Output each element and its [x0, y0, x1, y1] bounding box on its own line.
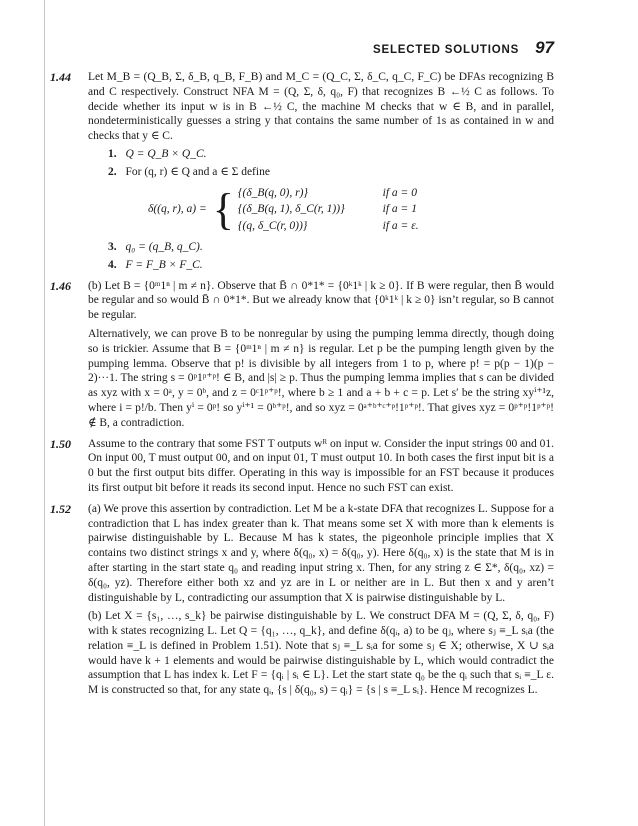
- step-label: 2.: [108, 165, 117, 178]
- solution-1-52: [50, 501, 554, 698]
- solution-text: Let M_B = (Q_B, Σ, δ_B, q_B, F_B) and M_C = (Q_C, Σ, δ_C, q_C, F_C) be DFAs recognizing B and C respectively. Construct NFA M = (Q, Σ, δ, q₀, F) that recognizes B ←½ C as follows. To decide whether its input w is in B ←½ C, the machine M checks that w ∈ B, and in parallel, nondeterministically guesses a string y that contains the same number of 1s as contained in w and checks that y ∈ C.: [88, 71, 554, 143]
- construction-steps: [108, 147, 554, 180]
- solution-1-50: [50, 436, 554, 496]
- step-item: [108, 165, 554, 180]
- solution-1-44: [50, 70, 554, 273]
- step-text: F = F_B × F_C.: [125, 258, 203, 271]
- case-row: [238, 201, 419, 218]
- case-condition: if a = 1: [382, 203, 417, 216]
- step-text: Q = Q_B × Q_C.: [125, 147, 207, 160]
- page-number: 97: [535, 38, 554, 57]
- solution-text: (a) We prove this assertion by contradiction. Let M be a k-state DFA that recognizes L. Suppose for a contradiction that L has index greater than k. That means some set X with more than k elements is pairwise distinguishable by L. Because M has k states, the pigeonhole principle implies that X contains two distinct strings x and y, where δ(q₀, x) = δ(q₀, y). Here δ(q₀, x) is the state that M is in after starting in the start state q₀ and reading input string x. Then, for any string z ∈ Σ*, δ(q₀, xz) = δ(q₀, yz). Therefore either both xz and yz are in L or neither are in L. But then x and y aren’t distinguishable by L, contradicting our assumption that X is pairwise distinguishable by L.: [88, 502, 554, 604]
- cases-brace: {: [212, 184, 234, 234]
- cases-table: [238, 185, 419, 235]
- case-value: {(δ_B(q, 1), δ_C(r, 1))}: [237, 203, 345, 216]
- solution-number: 1.50: [50, 436, 71, 451]
- case-value: {(δ_B(q, 0), r)}: [237, 186, 309, 199]
- step-label: 4.: [108, 258, 117, 271]
- solution-text: (b) Let B = {0ᵐ1ⁿ | m ≠ n}. Observe that B̄ ∩ 0*1* = {0ᵏ1ᵏ | k ≥ 0}. If B were regular, then B̄ would be regular and so would B̄ ∩ 0*1*. But we already know that {0ᵏ1ᵏ | k ≥ 0} isn’t regular, so B cannot be regular.: [88, 279, 554, 322]
- solution-text: Alternatively, we can prove B to be nonregular by using the pumping lemma directly, though doing so is trickier. Assume that B = {0ᵐ1ⁿ | m ≠ n} is regular. Let p be the pumping length given by the pumping lemma. Observe that p! is divisible by all integers from 1 to p, where p! = p(p − 1)(p − 2)···1. The string s = 0ᵖ1ᵖ⁺ᵖ! ∈ B, and |s| ≥ p. Thus the pumping lemma implies that s can be divided as xyz with x = 0ᵃ, y = 0ᵇ, and z = 0ᶜ1ᵖ⁺ᵖ!, where b ≥ 1 and a + b + c = p. Let s′ be the string xyⁱ⁺¹z, where i = p!/b. Then yⁱ = 0ᵖ! so yⁱ⁺¹ = 0ᵇ⁺ᵖ!, and so xyz = 0ᵃ⁺ᵇ⁺ᶜ⁺ᵖ!1ᵖ⁺ᵖ!. That gives xyz = 0ᵖ⁺ᵖ!1ᵖ⁺ᵖ! ∉ B, a contradiction.: [88, 327, 554, 429]
- case-condition: if a = ε.: [382, 220, 419, 233]
- page-header: [373, 38, 554, 58]
- case-condition: if a = 0: [382, 186, 417, 199]
- step-item: [108, 240, 554, 255]
- case-value: {(q, δ_C(r, 0))}: [237, 220, 308, 233]
- solution-text: (b) Let X = {s₁, …, s_k} be pairwise distinguishable by L. We construct DFA M = (Q, Σ, δ, q₀, F) with k states recognizing L. Let Q = {q₁, …, q_k}, and define δ(qᵢ, a) to be qⱼ, where sⱼ ≡_L sᵢa (the relation ≡_L is defined in Problem 1.51). Note that sⱼ ≡_L sᵢa for some sⱼ ∈ X; otherwise, X ∪ sᵢa would have k + 1 elements and would be pairwise distinguishable by L, which would contradict the assumption that L has index k. Let F = {qᵢ | sᵢ ∈ L}. Let the start state q₀ be the qᵢ such that sᵢ ≡_L ε. M is constructed so that, for any state qᵢ, {s | δ(q₀, s) = qᵢ} = {s | s ≡_L sᵢ}. Hence M recognizes L.: [88, 610, 554, 697]
- case-row: [238, 218, 419, 235]
- case-row: [238, 185, 419, 202]
- equation-lhs: δ((q, r), a) =: [148, 203, 207, 216]
- transition-function-definition: [148, 185, 554, 235]
- solution-number: 1.52: [50, 501, 71, 516]
- step-label: 1.: [108, 147, 117, 160]
- step-label: 3.: [108, 240, 117, 253]
- solution-text: Assume to the contrary that some FST T outputs wᴿ on input w. Consider the input strings 00 and 01. On input 00, T must output 00, and on input 01, T must output 10. In both cases the first input bit is a 0 but the first output bits differ. Operating in this way is impossible for an FST because it produces its first output bit before it reads its second input. Hence no such FST can exist.: [88, 437, 554, 494]
- running-title: SELECTED SOLUTIONS: [373, 44, 520, 56]
- solution-number: 1.44: [50, 70, 71, 84]
- solution-1-46: [50, 278, 554, 431]
- step-item: [108, 258, 554, 273]
- construction-steps: [108, 240, 554, 273]
- solution-number: 1.46: [50, 278, 71, 293]
- scan-margin-line: [44, 0, 45, 826]
- solutions-body: [50, 70, 554, 704]
- step-text: For (q, r) ∈ Q and a ∈ Σ define: [125, 165, 270, 178]
- step-text: q₀ = (q_B, q_C).: [125, 240, 203, 253]
- step-item: [108, 147, 554, 162]
